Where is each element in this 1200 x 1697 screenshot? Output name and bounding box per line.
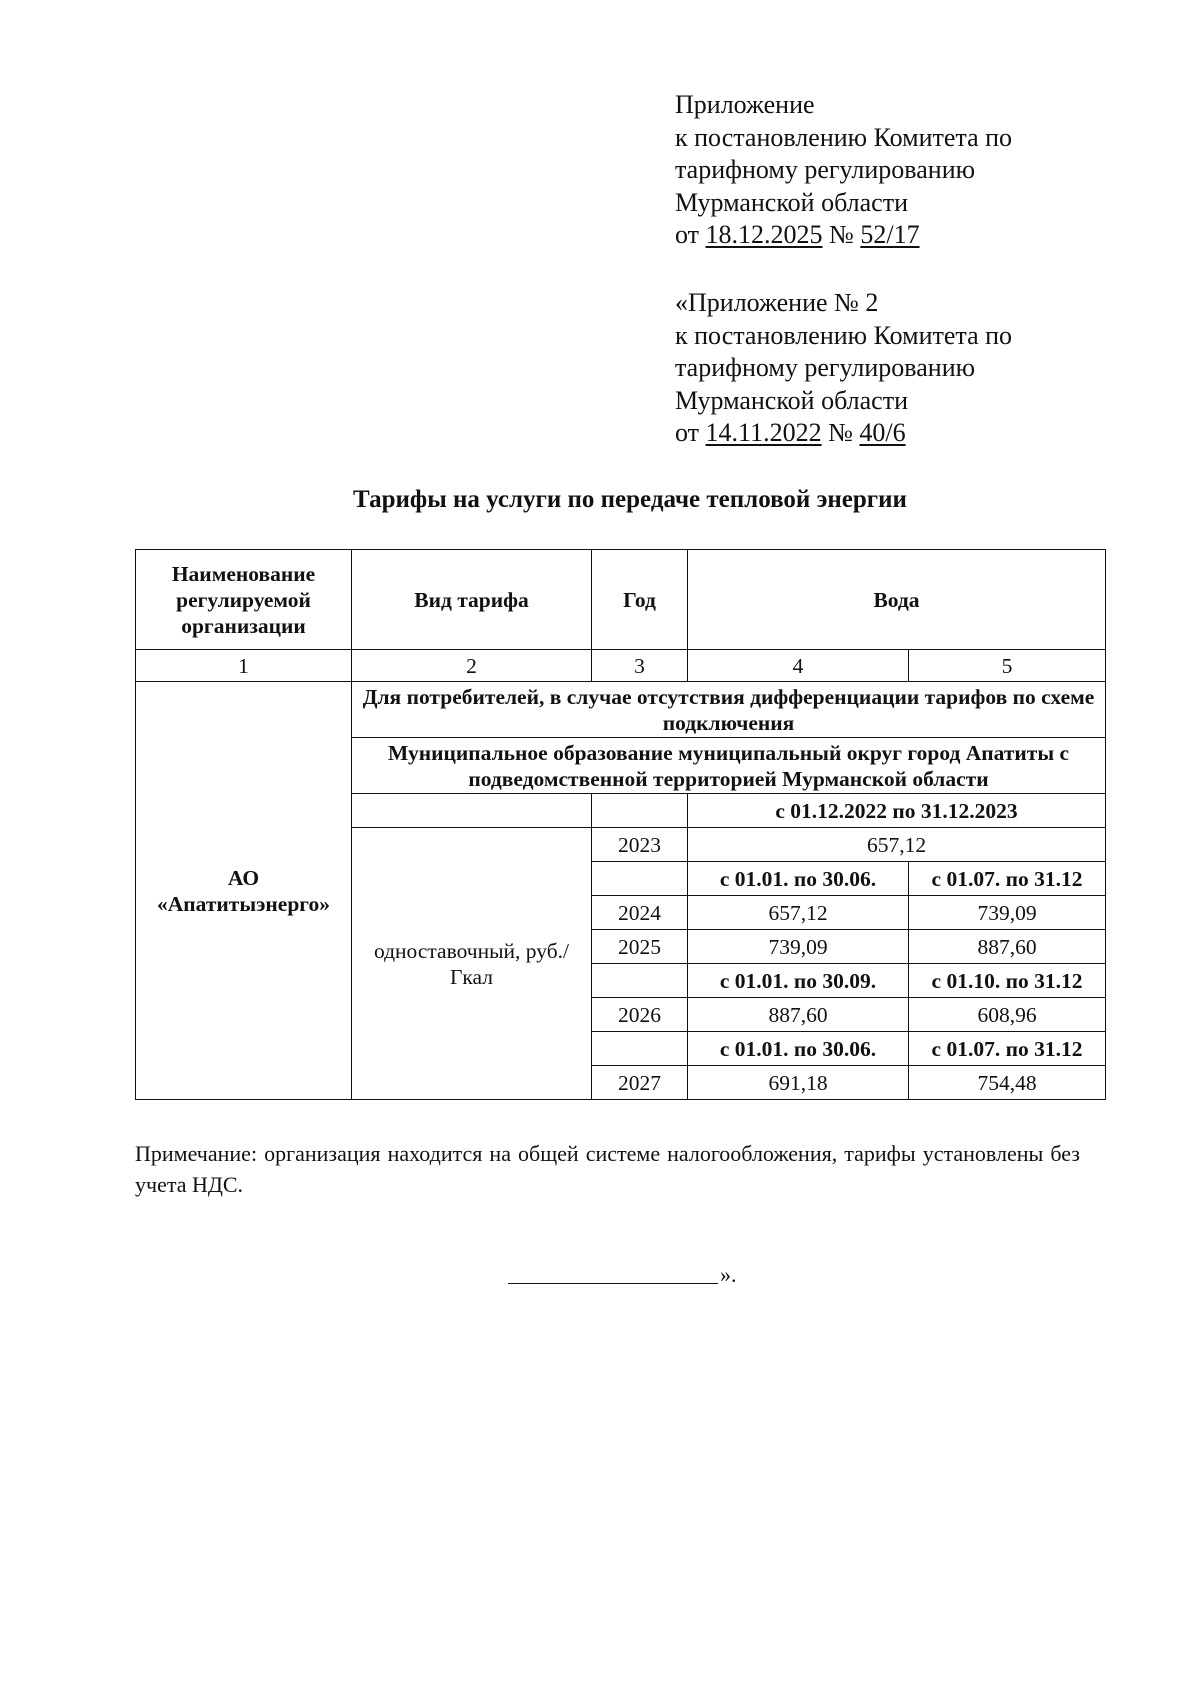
appendix-2-line: Мурманской области	[675, 385, 908, 415]
tariff-kind: одноставочный, руб./Гкал	[352, 828, 592, 1100]
appendix-2-line: тарифному регулированию	[675, 353, 976, 382]
value-cell: 657,12	[688, 896, 909, 930]
number-sign: №	[829, 220, 854, 249]
empty-cell	[592, 794, 688, 828]
appendix-date: 18.12.2025	[705, 220, 823, 249]
appendix-2-line: к постановлению Комитета по	[675, 320, 1013, 350]
value-cell: 608,96	[909, 998, 1106, 1032]
appendix-2-number: 40/6	[859, 418, 906, 447]
date-prefix: от	[675, 220, 700, 249]
municipality: Муниципальное образование муниципальный округ город Апатиты с подведомственной территорией Мурманской области	[352, 738, 1106, 794]
header-org: Наименование регулируемой организации	[136, 550, 352, 650]
empty-cell	[592, 964, 688, 998]
closing-line	[508, 1283, 718, 1284]
period-cell: с 01.07. по 31.12	[909, 862, 1106, 896]
year-cell: 2026	[592, 998, 688, 1032]
appendix-2-label: «Приложение № 2	[675, 288, 879, 317]
appendix-line: к постановлению Комитета по	[675, 122, 1013, 152]
column-number-row	[136, 650, 1106, 682]
organization-cell: АО «Апатитыэнерго»	[136, 682, 352, 1100]
consumer-group-row	[136, 682, 1106, 738]
value-cell: 887,60	[909, 930, 1106, 964]
appendix-line: Мурманской области	[675, 187, 908, 217]
closing-mark	[508, 1262, 748, 1288]
empty-cell	[352, 794, 592, 828]
period-cell: с 01.01. по 30.09.	[688, 964, 909, 998]
col-number: 5	[909, 650, 1106, 682]
value-cell: 739,09	[909, 896, 1106, 930]
year-cell: 2025	[592, 930, 688, 964]
year-cell: 2024	[592, 896, 688, 930]
year-cell: 2023	[592, 828, 688, 862]
col-number: 1	[136, 650, 352, 682]
appendix-header	[675, 89, 1095, 252]
col-number: 2	[352, 650, 592, 682]
document-title: Тарифы на услуги по передаче тепловой энергии	[353, 486, 907, 513]
footnote: Примечание: организация находится на общей системе налогообложения, тарифы установлены без учета НДС.	[135, 1141, 1080, 1197]
period-cell: с 01.01. по 30.06.	[688, 1032, 909, 1066]
period-cell: с 01.01. по 30.06.	[688, 862, 909, 896]
empty-cell	[592, 862, 688, 896]
year-cell: 2027	[592, 1066, 688, 1100]
appendix-2-header	[675, 287, 1095, 450]
appendix-number: 52/17	[860, 220, 920, 249]
value-cell: 887,60	[688, 998, 909, 1032]
tariff-table	[135, 549, 1106, 1100]
header-year: Год	[592, 550, 688, 650]
empty-cell	[592, 1032, 688, 1066]
col-number: 3	[592, 650, 688, 682]
appendix-2-date: 14.11.2022	[705, 418, 822, 447]
period-2022: с 01.12.2022 по 31.12.2023	[688, 794, 1106, 828]
value-cell: 691,18	[688, 1066, 909, 1100]
consumer-group: Для потребителей, в случае отсутствия дифференциации тарифов по схеме подключения	[352, 682, 1106, 738]
date-prefix: от	[675, 418, 700, 447]
col-number: 4	[688, 650, 909, 682]
period-cell: с 01.10. по 31.12	[909, 964, 1106, 998]
value-cell: 739,09	[688, 930, 909, 964]
period-cell: с 01.07. по 31.12	[909, 1032, 1106, 1066]
value-cell: 657,12	[688, 828, 1106, 862]
table-header-row	[136, 550, 1106, 650]
appendix-line: тарифному регулированию	[675, 155, 976, 184]
closing-quote: ».	[720, 1262, 737, 1287]
header-tariff-type: Вид тарифа	[352, 550, 592, 650]
value-cell: 754,48	[909, 1066, 1106, 1100]
appendix-2-date-line	[675, 417, 1095, 450]
number-sign: №	[828, 418, 853, 447]
header-water: Вода	[688, 550, 1106, 650]
appendix-label: Приложение	[675, 90, 815, 119]
appendix-date-line	[675, 219, 1095, 252]
